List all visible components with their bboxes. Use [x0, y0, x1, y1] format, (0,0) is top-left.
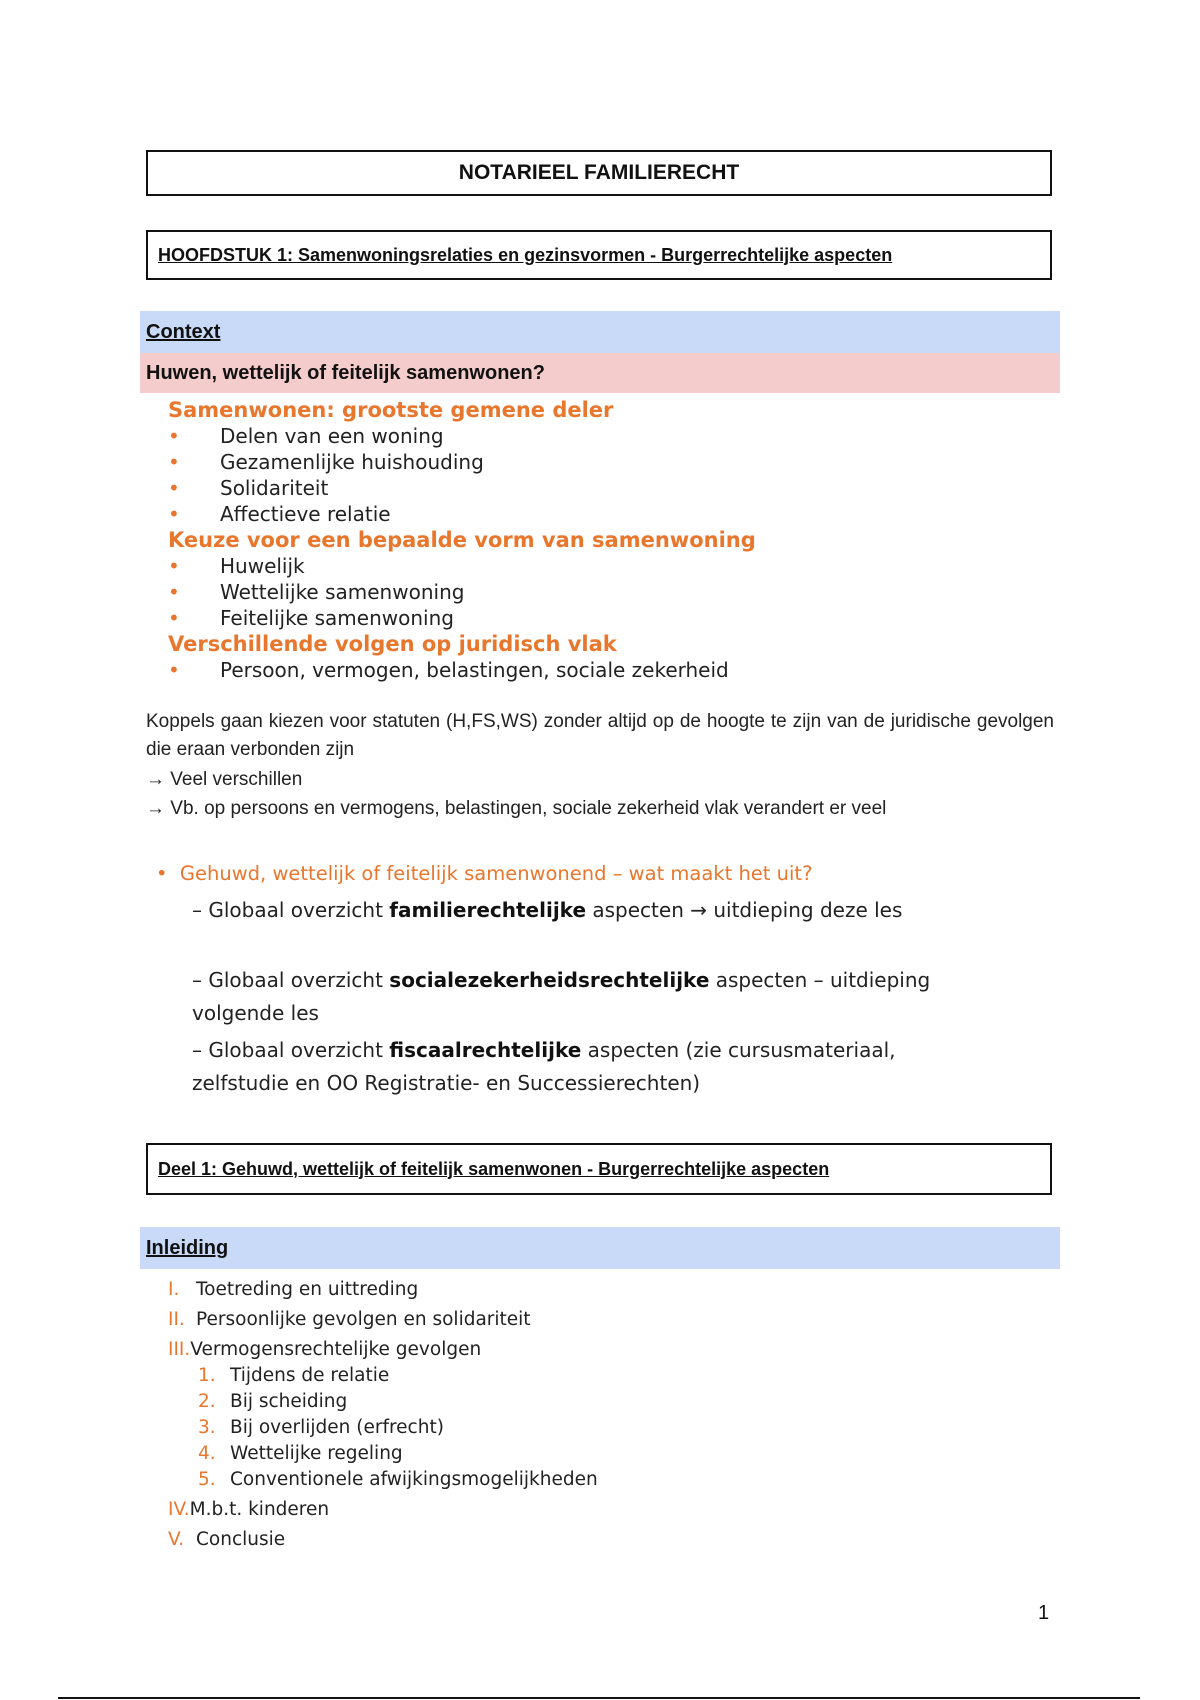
list-item: • Wettelijke samenwoning	[168, 580, 465, 604]
toc-subitem: 2. Bij scheiding	[198, 1391, 348, 1412]
toc-item: V. Conclusie	[168, 1529, 286, 1550]
list-item: • Delen van een woning	[168, 424, 444, 448]
toc-item: I. Toetreding en uittreding	[168, 1279, 419, 1300]
part-heading: Deel 1: Gehuwd, wettelijk of feitelijk samenwonen - Burgerrechtelijke aspecten	[146, 1143, 1052, 1195]
section-heading-inleiding: Inleiding	[140, 1227, 1060, 1269]
overview-item-1: – Globaal overzicht familierechtelijke aspecten → uitdieping deze les	[192, 898, 903, 922]
toc-item: III.Vermogensrechtelijke gevolgen	[168, 1339, 482, 1360]
toc-item: IV.M.b.t. kinderen	[168, 1499, 330, 1520]
footer-divider	[58, 1697, 1140, 1699]
slide-heading-2: Keuze voor een bepaalde vorm van samenwoning	[168, 528, 756, 552]
overview-item-2: – Globaal overzicht socialezekerheidsrechtelijke aspecten – uitdieping volgende les	[192, 968, 931, 1025]
list-item: • Solidariteit	[168, 476, 329, 500]
slide-heading-3: Verschillende volgen op juridisch vlak	[168, 632, 617, 656]
list-item: • Affectieve relatie	[168, 502, 391, 526]
list-item: • Huwelijk	[168, 554, 305, 578]
list-item: • Feitelijke samenwoning	[168, 606, 454, 630]
context-question: Huwen, wettelijk of feitelijk samenwonen?	[140, 353, 1060, 393]
document-title: NOTARIEEL FAMILIERECHT	[146, 150, 1052, 196]
chapter-heading: HOOFDSTUK 1: Samenwoningsrelaties en gezinsvormen - Burgerrechtelijke aspecten	[146, 230, 1052, 280]
arrow-note-1: → Veel verschillen	[146, 769, 303, 790]
list-item: • Persoon, vermogen, belastingen, sociale zekerheid	[168, 658, 729, 682]
toc-subitem: 1. Tijdens de relatie	[198, 1365, 390, 1386]
toc-subitem: 5. Conventionele afwijkingsmogelijkheden	[198, 1469, 598, 1490]
section-heading-context: Context	[140, 311, 1060, 353]
toc-subitem: 3. Bij overlijden (erfrecht)	[198, 1417, 444, 1438]
toc-subitem: 4. Wettelijke regeling	[198, 1443, 403, 1464]
slide-bullet: • Gehuwd, wettelijk of feitelijk samenwonend – wat maakt het uit?	[156, 862, 813, 885]
list-item: • Gezamenlijke huishouding	[168, 450, 484, 474]
overview-item-3: – Globaal overzicht fiscaalrechtelijke aspecten (zie cursusmateriaal, zelfstudie en OO Registratie- en Successierechten)	[192, 1038, 896, 1095]
page-number: 1	[1038, 1602, 1050, 1624]
body-paragraph: Koppels gaan kiezen voor statuten (H,FS,WS) zonder altijd op de hoogte te zijn van de juridische gevolgen die eraan verbonden zijn	[146, 711, 1054, 760]
arrow-note-2: → Vb. op persoons en vermogens, belastingen, sociale zekerheid vlak verandert er veel	[146, 798, 887, 819]
toc-item: II. Persoonlijke gevolgen en solidariteit	[168, 1309, 531, 1330]
slide-heading-1: Samenwonen: grootste gemene deler	[168, 398, 614, 422]
